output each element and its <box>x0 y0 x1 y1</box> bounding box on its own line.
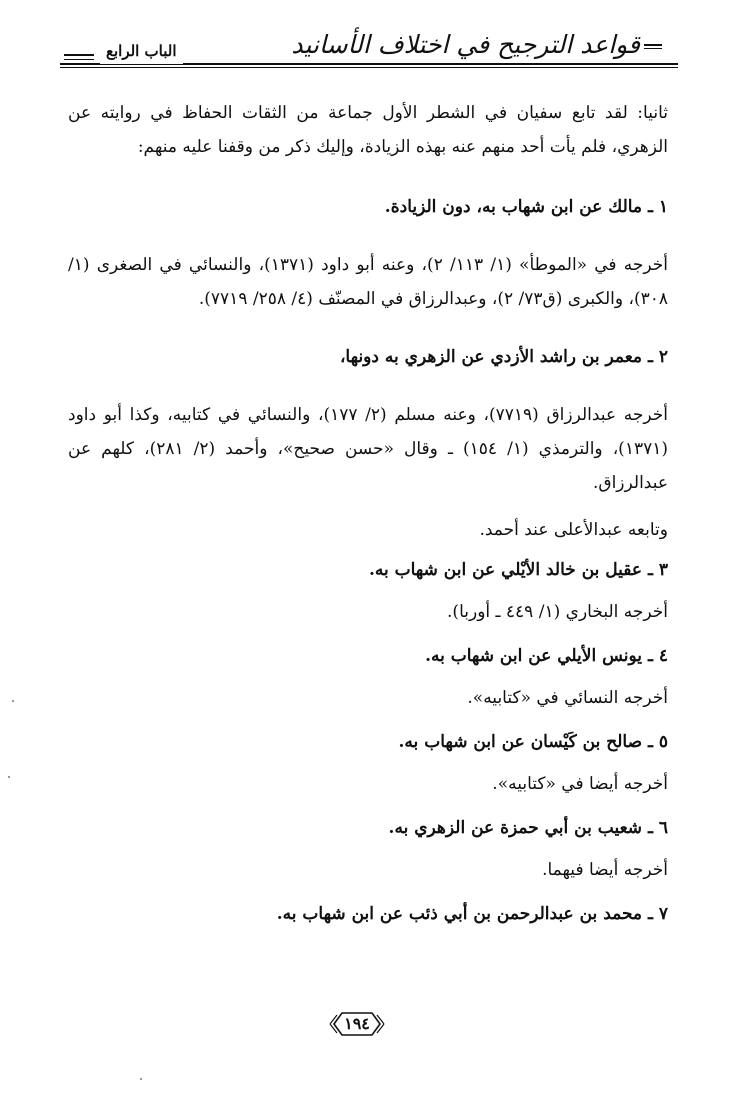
intro-paragraph: ثانيا: لقد تابع سفيان في الشطر الأول جماعة من الثقات الحفاظ في روايته عن الزهري، فلم يأت أحد منهم عنه بهذه الزيادة، وإليك ذكر من وقفنا عليه منهم: <box>68 103 668 157</box>
item-4-heading: ٤ ـ يونس الأيلي عن ابن شهاب به. <box>425 646 668 666</box>
item-5-text: أخرجه أيضا في «كتابيه». <box>492 774 668 794</box>
item-1-text: أخرجه في «الموطأ» (١/ ١١٣/ ٢)، وعنه أبو داود (١٣٧١)، والنسائي في الصغرى (١/ ٣٠٨)، والكبرى (ق٧٣/ ٢)، وعبدالرزاق في المصنّف (٤/ ٢٥٨/ ٧٧١٩). <box>68 255 668 309</box>
item-3-text: أخرجه البخاري (١/ ٤٤٩ ـ أوربا). <box>447 602 668 622</box>
item-2-follow: وتابعه عبدالأعلى عند أحمد. <box>479 520 668 540</box>
header-rule-thin <box>60 67 678 68</box>
chapter-ornament-dash <box>64 54 94 60</box>
page-number: ١٩٤ <box>344 1014 370 1033</box>
item-3-heading: ٣ ـ عقيل بن خالد الأيْلي عن ابن شهاب به. <box>368 560 668 580</box>
title-ornament-dash <box>644 44 662 49</box>
book-title-text: قواعد الترجيح في اختلاف الأسانيد <box>291 30 640 59</box>
item-2-heading: ٢ ـ معمر بن راشد الأزدي عن الزهري به دونها، <box>339 347 668 367</box>
item-6-heading: ٦ ـ شعيب بن أبي حمزة عن الزهري به. <box>388 818 668 838</box>
item-6-text: أخرجه أيضا فيهما. <box>542 860 668 880</box>
item-7-heading: ٧ ـ محمد بن عبدالرحمن بن أبي ذئب عن ابن شهاب به. <box>276 904 668 924</box>
book-title <box>285 30 668 63</box>
chapter-title: الباب الرابع <box>100 42 183 64</box>
item-5-heading: ٥ ـ صالح بن كَيْسان عن ابن شهاب به. <box>398 732 668 752</box>
item-2-text: أخرجه عبدالرزاق (٧٧١٩)، وعنه مسلم (٢/ ١٧٧)، والنسائي في كتابيه، وكذا أبو داود (١٣٧١)، والترمذي (١/ ١٥٤) ـ وقال «حسن صحيح»، وأحمد (٢/ ٢٨١)، كلهم عن عبدالرزاق. <box>68 405 668 493</box>
main-text <box>68 96 668 940</box>
scan-speck <box>8 776 10 778</box>
page-number-ornament <box>328 1010 386 1038</box>
running-header <box>60 30 678 76</box>
scan-speck <box>140 1078 142 1080</box>
scan-speck <box>12 700 14 702</box>
item-4-text: أخرجه النسائي في «كتابيه». <box>467 688 668 708</box>
page-footer <box>0 1006 735 1046</box>
item-1-heading: ١ ـ مالك عن ابن شهاب به، دون الزيادة. <box>384 197 668 217</box>
